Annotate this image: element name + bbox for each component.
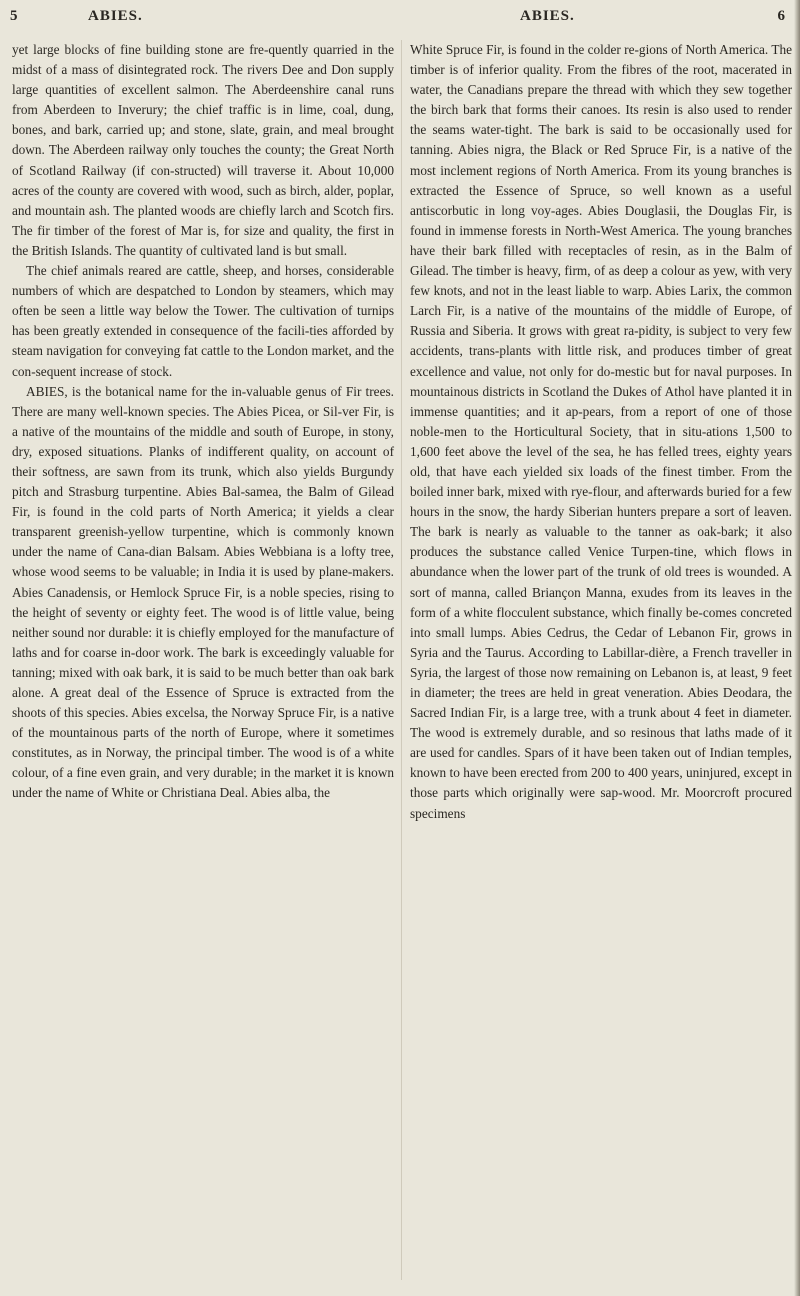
running-head — [0, 6, 800, 28]
page-edge-shadow — [794, 0, 800, 1296]
paragraph: The chief animals reared are cattle, sheep, and horses, considerable numbers of which are despatched to London by steamers, which may often be seen a little way below the Tower. The cultivation of turnips has been greatly extended in consequence of the facili-ties afforded by steam navigation for conveying fat cattle to the London market, and the con-sequent increase of stock. — [12, 263, 394, 379]
left-column — [12, 40, 394, 804]
paragraph: yet large blocks of fine building stone are fre-quently quarried in the midst of a mass of disintegrated rock. The rivers Dee and Don supply large quantities of excellent salmon. The Aberdeenshire canal runs from Aberdeen to Inverury; the chief traffic is in lime, coal, dung, bones, and bark, carried up; and stone, slate, grain, and meal brought down. The Aberdeen railway only touches the county; the Great North of Scotland Railway (if con-structed) will traverse it. About 10,000 acres of the county are covered with wood, such as birch, alder, poplar, and mountain ash. The planted woods are chiefly larch and Scotch firs. The fir timber of the forest of Mar is, for size and quality, the first in the British Islands. The quantity of cultivated land is but small. — [12, 42, 394, 258]
paragraph: White Spruce Fir, is found in the colder re-gions of North America. The timber is of inferior quality. From the fibres of the root, macerated in water, the Canadians prepare the thread with which they sew together the birch bark that forms their canoes. Its resin is also used to render the seams water-tight. The bark is said to be occasionally used for tanning. Abies nigra, the Black or Red Spruce Fir, is a native of the most inclement regions of North America. From its young branches is extracted the Essence of Spruce, so well known as a useful antiscorbutic in long voy-ages. Abies Douglasii, the Douglas Fir, is found in immense forests in North-West America. The young branches have their bark filled with receptacles of resin, as in the Balm of Gilead. The timber is heavy, firm, of as deep a colour as yew, with very few knots, and not in the least liable to warp. Abies Larix, the common Larch Fir, is a native of the mountains of the middle of Europe, of Russia and Siberia. It grows with great ra-pidity, is subject to very few accidents, trans-plants with little risk, and produces timber of great excellence and value, not only for do-mestic but for naval purposes. In mountainous districts in Scotland the Dukes of Athol have planted it in immense quantities; and it ap-pears, from a report of one of those noble-men to the Horticultural Society, that in situ-ations 1,500 to 1,600 feet above the level of the sea, he has felled trees, eighty years old, that have each yielded six loads of the finest timber. From the boiled inner bark, mixed with rye-flour, and afterwards buried for a few hours in the snow, the hardy Siberian hunters prepare a sort of leaven. The bark is nearly as valuable to the tanner as oak-bark; it also produces the substance called Venice Turpen-tine, which flows in abundance when the lower part of the trunk of old trees is wounded. A sort of manna, called Briançon Manna, exudes from its leaves in the form of a white flocculent substance, which finally be-comes concreted into small lumps. Abies Cedrus, the Cedar of Lebanon Fir, grows in Syria and the Taurus. According to Labillar-dière, a French traveller in Syria, the largest of those now remaining on Lebanon is, at least, 9 feet in diameter; the trees are held in great veneration. Abies Deodara, the Sacred Indian Fir, is a large tree, with a trunk about 4 feet in diameter. The wood is extremely durable, and so resinous that laths made of it are used for candles. Spars of it have been taken out of Indian temples, known to have been erected from 200 to 400 years, uninjured, except in those parts which originally were sap-wood. Mr. Moorcroft procured specimens — [410, 42, 792, 821]
paragraph: ABIES, is the botanical name for the in-valuable genus of Fir trees. There are many well-known species. The Abies Picea, or Sil-ver Fir, is a native of the mountains of the middle and south of Europe, in stony, dry, exposed situations. Planks of indifferent quality, on account of their softness, are sawn from its trunk, which also yields Burgundy pitch and Strasburg turpentine. Abies Bal-samea, the Balm of Gilead Fir, is found in the cold parts of North America; it yields a clear transparent greenish-yellow turpentine, which is commonly known under the name of Cana-dian Balsam. Abies Webbiana is a lofty tree, whose wood seems to be valuable; in India it is used by plane-makers. Abies Canadensis, or Hemlock Spruce Fir, is a noble species, rising to the height of seventy or eighty feet. The wood is of little value, being neither sound nor durable: it is chiefly employed for the manufacture of laths and for coarse in-door work. The bark is exceedingly valuable for tanning; mixed with oak bark, it is said to be much better than oak bark alone. A great deal of the Essence of Spruce is extracted from the shoots of this species. Abies excelsa, the Norway Spruce Fir, is a native of the mountainous parts of the north of Europe, where it sometimes constitutes, as in Norway, the principal timber. The wood is of a white colour, of a fine even grain, and very durable; in the market it is known under the name of White or Christiana Deal. Abies alba, the — [12, 383, 394, 801]
right-running-title: ABIES. — [520, 8, 575, 24]
left-running-title: ABIES. — [88, 8, 143, 24]
column-divider — [401, 40, 402, 1280]
right-column — [410, 40, 792, 824]
left-page-number: 5 — [10, 8, 19, 24]
right-page-number: 6 — [777, 8, 786, 24]
